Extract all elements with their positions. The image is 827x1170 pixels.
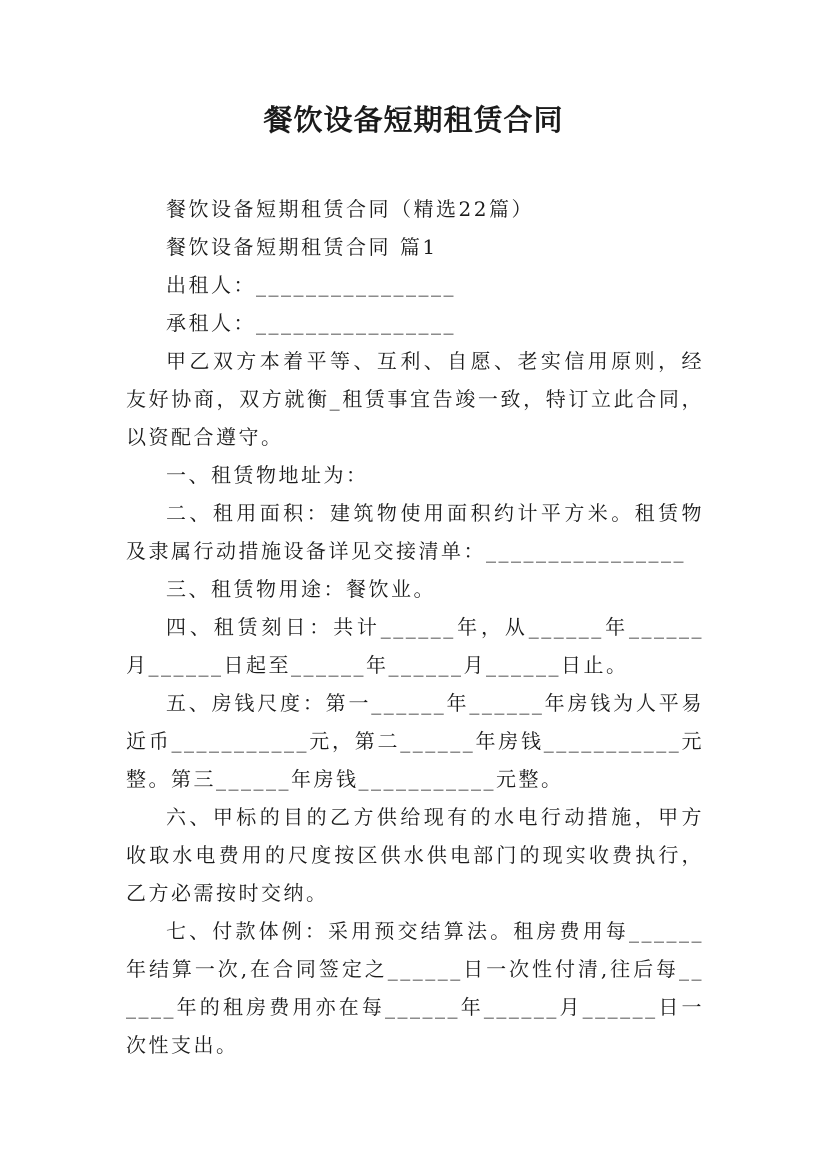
paragraph-clause-2: 二、租用面积：建筑物使用面积约计平方米。租赁物及隶属行动措施设备详见交接清单：________________ bbox=[126, 501, 704, 563]
paragraph-clause-6: 六、甲标的目的乙方供给现有的水电行动措施，甲方收取水电费用的尺度按区供水供电部门的现实收费执行，乙方必需按时交纳。 bbox=[126, 805, 704, 905]
paragraph-clause-5: 五、房钱尺度：第一______年______年房钱为人平易近币___________元，第二______年房钱___________元整。第三______年房钱___________元整。 bbox=[126, 691, 704, 791]
paragraph-lessor: 出租人：________________ bbox=[166, 273, 456, 297]
paragraph-clause-1: 一、租赁物地址为： bbox=[166, 463, 369, 487]
paragraph-clause-7: 七、付款体例：采用预交结算法。租房费用每______年结算一次,在合同签定之______日一次性付清,往后每______年的租房费用亦在每______年______月______日一次性支出。 bbox=[126, 919, 704, 1057]
paragraph-preamble: 甲乙双方本着平等、互利、自愿、老实信用原则，经友好协商，双方就衡_租赁事宜告竣一致，特订立此合同，以资配合遵守。 bbox=[126, 349, 704, 449]
paragraph-clause-4: 四、租赁刻日：共计______年，从______年______月______日起至______年______月______日止。 bbox=[126, 615, 704, 677]
document-body bbox=[126, 190, 704, 1064]
document-title: 餐饮设备短期租赁合同 bbox=[263, 103, 564, 137]
paragraph-subtitle: 餐饮设备短期租赁合同（精选22篇） bbox=[166, 197, 534, 221]
paragraph-lessee: 承租人：________________ bbox=[166, 311, 456, 335]
paragraph-article-heading: 餐饮设备短期租赁合同 篇1 bbox=[166, 235, 438, 259]
paragraph-clause-3: 三、租赁物用途：餐饮业。 bbox=[166, 577, 436, 601]
